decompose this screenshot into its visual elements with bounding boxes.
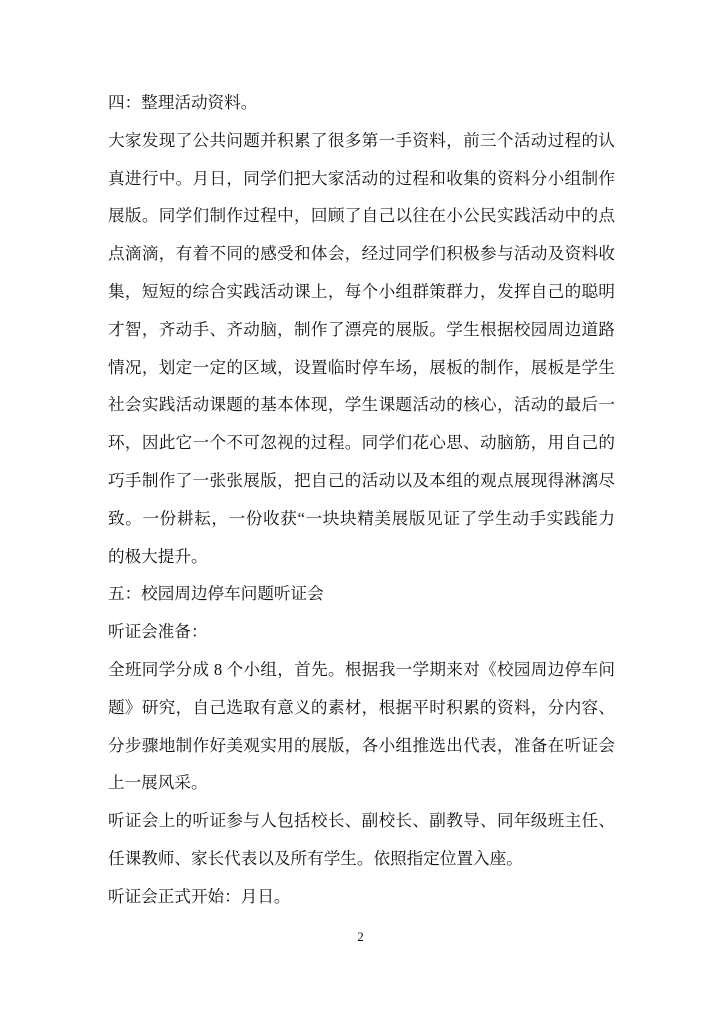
text-line: 听证会正式开始：月日。: [108, 886, 291, 906]
text-line: 社会实践活动课题的基本体现，学生课题活动的核心，活动的最后一: [108, 395, 615, 415]
text-line: 题》研究，自己选取有意义的素材，根据平时积累的资料，分内容、: [108, 697, 615, 717]
text-line: 上一展风采。: [108, 773, 208, 793]
text-line: 才智，齐动手、齐动脑，制作了漂亮的展版。学生根据校园周边道路: [108, 319, 615, 339]
text-line: 集，短短的综合实践活动课上，每个小组群策群力，发挥自己的聪明: [108, 281, 615, 301]
text-line: 四：整理活动资料。: [108, 93, 258, 112]
text-line: 巧手制作了一张张展版，把自己的活动以及本组的观点展现得淋漓尽: [108, 470, 615, 490]
text-line: 环，因此它一个不可忽视的过程。同学们花心思、动脑筋，用自己的: [108, 433, 615, 453]
text-line: 听证会上的听证参与人包括校长、副校长、副教导、同年级班主任、: [108, 811, 615, 831]
text-line: 情况，划定一定的区域，设置临时停车场，展板的制作，展板是学生: [108, 357, 615, 377]
text-line: 听证会准备：: [108, 622, 208, 642]
text-line: 大家发现了公共问题并积累了很多第一手资料，前三个活动过程的认: [108, 130, 615, 150]
text-line: 致。一份耕耘，一份收获“一块块精美展版见证了学生动手实践能力: [108, 508, 615, 528]
text-line: 展版。同学们制作过程中，回顾了自己以往在小公民实践活动中的点: [108, 206, 615, 226]
text-line: 点滴滴，有着不同的感受和体会，经过同学们积极参与活动及资料收: [108, 244, 615, 264]
page-number: 2: [357, 929, 364, 944]
text-line: 分步骤地制作好美观实用的展版，各小组推选出代表，准备在听证会: [108, 735, 615, 755]
text-line: 全班同学分成 8 个小组，首先。根据我一学期来对《校园周边停车问: [108, 659, 615, 679]
text-line: 真进行中。月日，同学们把大家活动的过程和收集的资料分小组制作: [108, 168, 615, 188]
text-line: 的极大提升。: [108, 546, 208, 566]
text-line: 五：校园周边停车问题听证会: [108, 584, 324, 604]
document-body: [108, 84, 615, 916]
text-line: 任课教师、家长代表以及所有学生。依照指定位置入座。: [108, 848, 523, 868]
